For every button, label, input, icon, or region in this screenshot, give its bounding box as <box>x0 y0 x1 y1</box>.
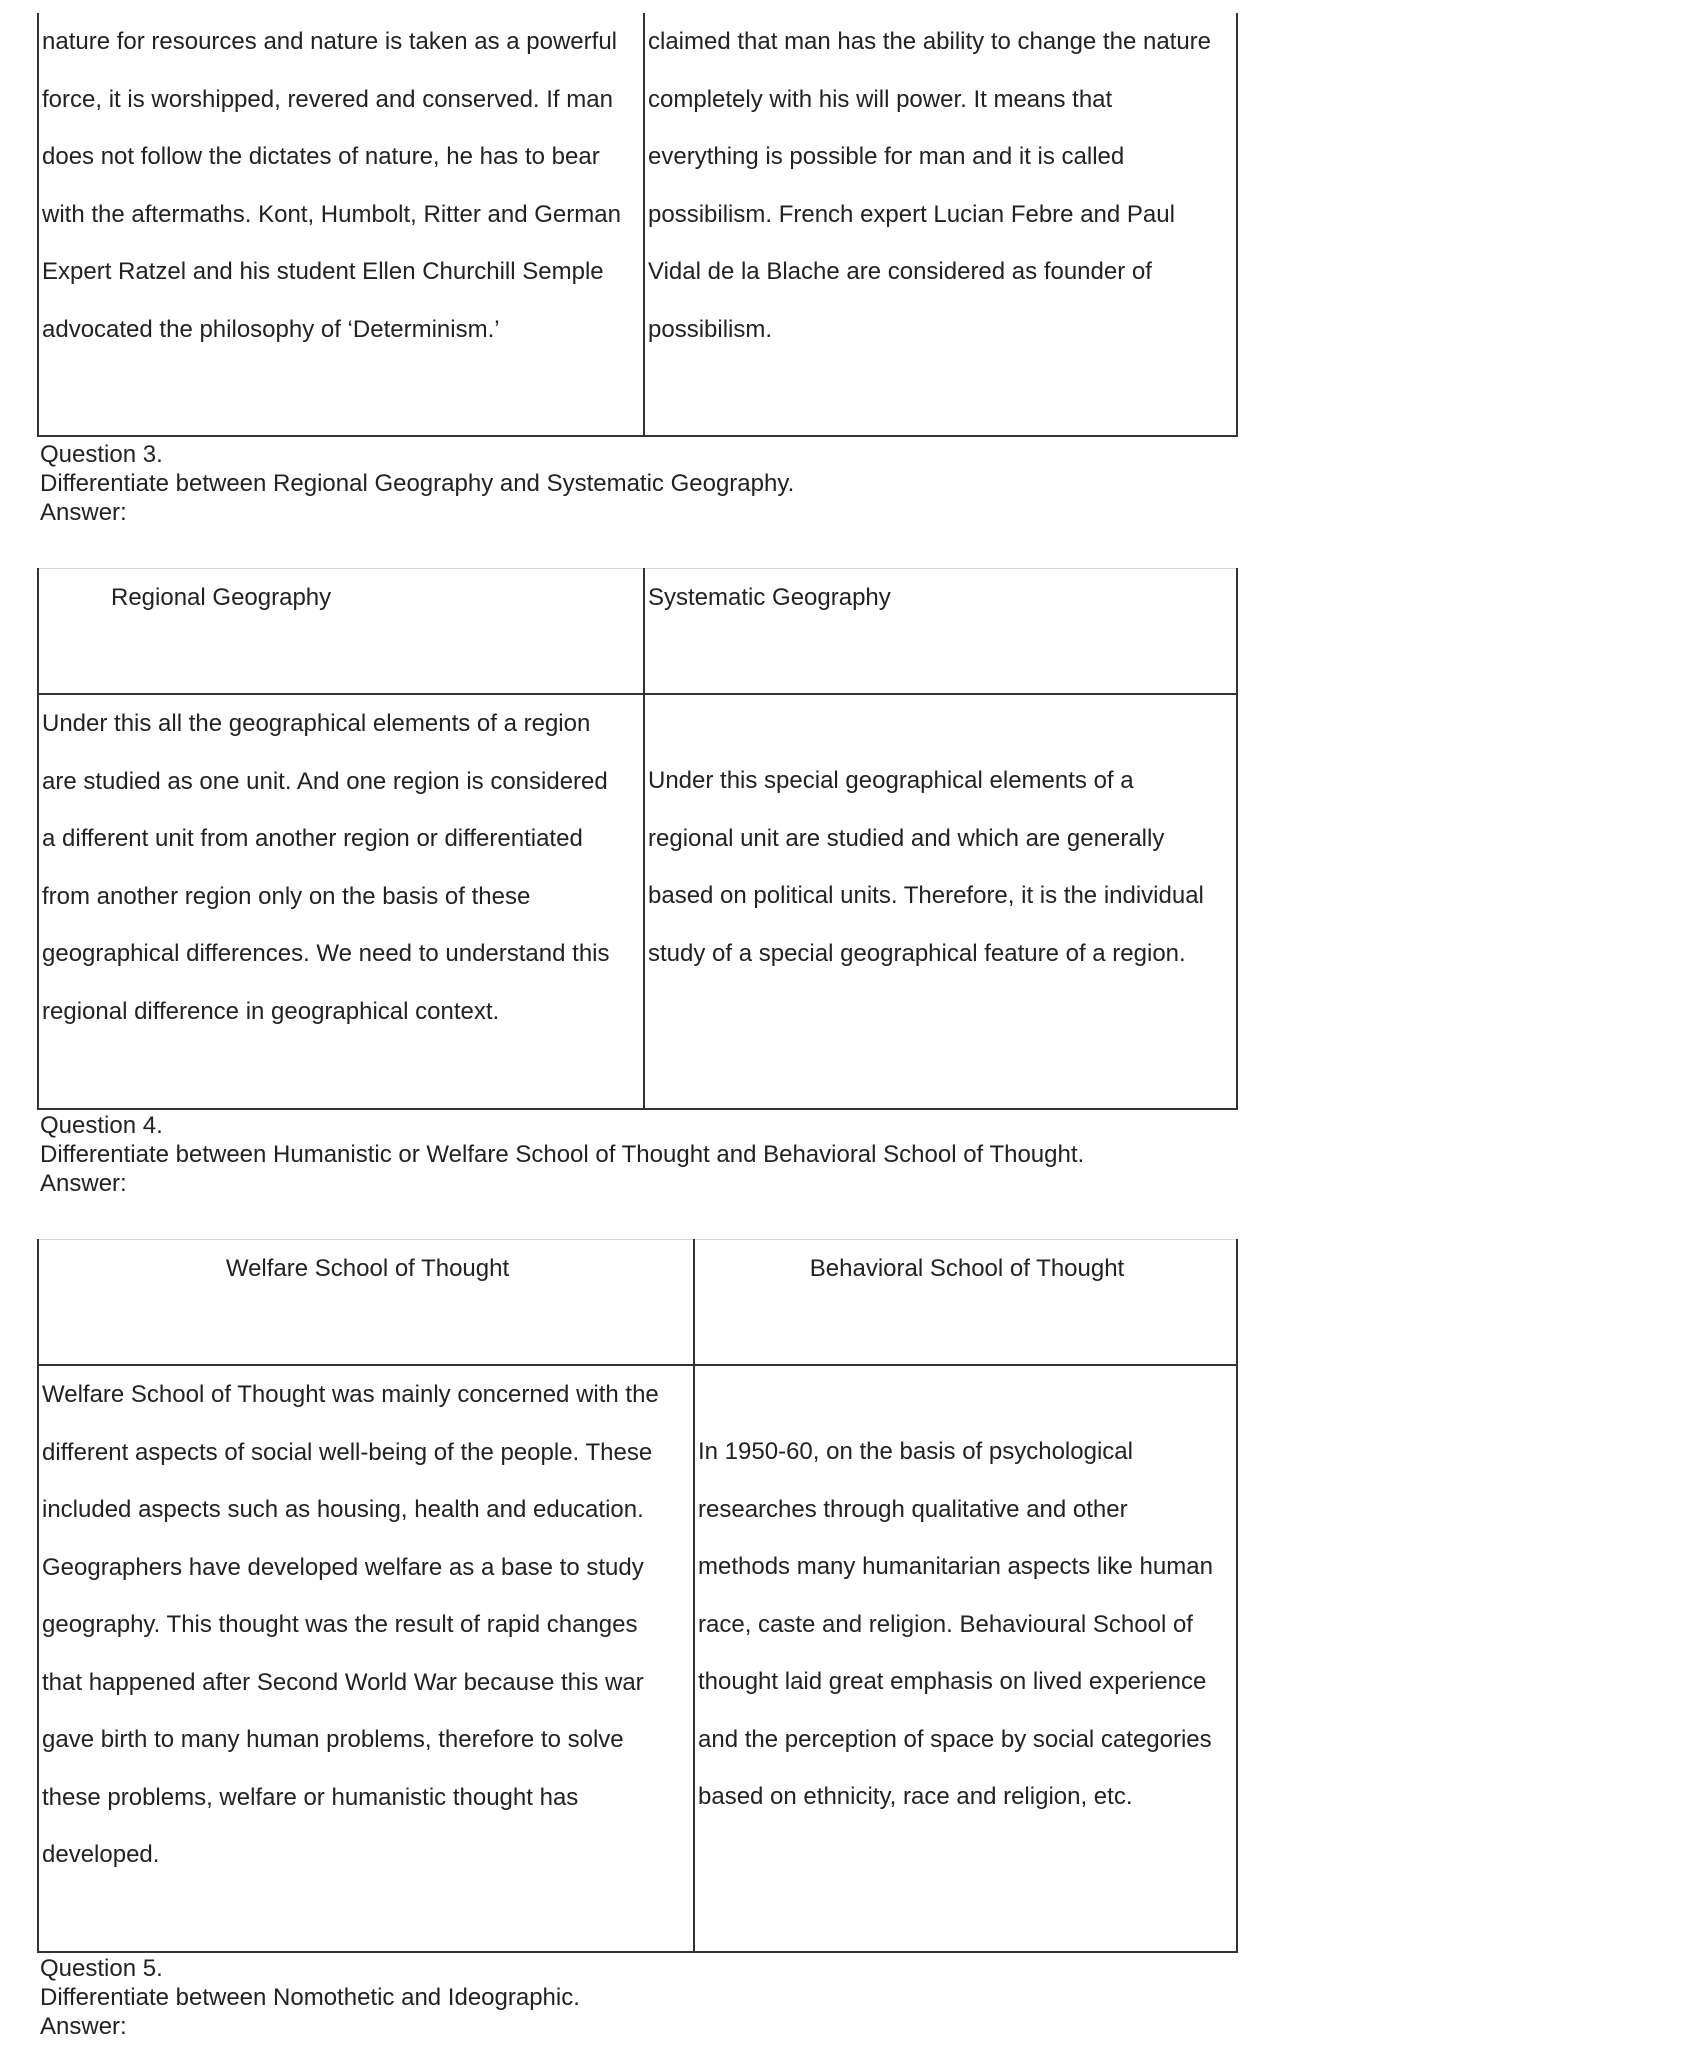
question-3-answer-label: Answer: <box>40 499 127 526</box>
determinism-cell <box>38 13 644 436</box>
determinism-text: nature for resources and nature is taken as a powerful force, it is worshipped, revered and conserved. If man does not follow the dictates of nature, he has to bear with the aftermaths. Kont, Humbolt, Ritter and German Expert Ratzel and his student Ellen Churchill Semple advocated the philosophy of ‘Determinism.’ <box>42 28 621 343</box>
question-3-number: Question 3. <box>40 441 163 468</box>
determinism-possibilism-table <box>37 13 1238 437</box>
header-behavioral-school: Behavioral School of Thought <box>694 1240 1237 1366</box>
header-welfare-school: Welfare School of Thought <box>38 1240 694 1366</box>
question-5-number: Question 5. <box>40 1955 163 1982</box>
header-systematic-geography: Systematic Geography <box>644 569 1237 695</box>
table-row <box>38 1365 1237 1952</box>
table-header-row <box>38 1240 1237 1366</box>
question-4-prompt: Differentiate between Humanistic or Welfare School of Thought and Behavioral School of Thought. <box>40 1141 1085 1168</box>
welfare-behavioral-table <box>37 1239 1238 1953</box>
welfare-school-text: Welfare School of Thought was mainly concerned with the different aspects of social well-being of the people. These included aspects such as housing, health and education. Geographers have developed welfare as a base to study geography. This thought was the result of rapid changes that happened after Second World War because this war gave birth to many human problems, therefore to solve these problems, welfare or humanistic thought has developed. <box>42 1381 659 1868</box>
table-header-row <box>38 569 1237 695</box>
possibilism-cell <box>644 13 1237 436</box>
welfare-school-cell <box>38 1365 694 1952</box>
question-3-prompt: Differentiate between Regional Geography and Systematic Geography. <box>40 470 795 497</box>
header-regional-geography: Regional Geography <box>38 569 644 695</box>
systematic-geography-cell <box>644 694 1237 1109</box>
regional-systematic-table <box>37 568 1238 1110</box>
question-5-prompt: Differentiate between Nomothetic and Ideographic. <box>40 1984 580 2011</box>
question-4-answer-label: Answer: <box>40 1170 127 1197</box>
question-5-answer-label: Answer: <box>40 2013 127 2040</box>
regional-geography-text: Under this all the geographical elements of a region are studied as one unit. And one region is considered a different unit from another region or differentiated from another region only on the basis of these geographical differences. We need to understand this regional difference in geographical context. <box>42 710 610 1025</box>
question-4-number: Question 4. <box>40 1112 163 1139</box>
behavioral-school-cell <box>694 1365 1237 1952</box>
regional-geography-cell <box>38 694 644 1109</box>
behavioral-school-text: In 1950-60, on the basis of psychological researches through qualitative and other methods many humanitarian aspects like human race, caste and religion. Behavioural School of thought laid great emphasis on lived experience and the perception of space by social categories based on ethnicity, race and religion, etc. <box>698 1438 1213 1810</box>
possibilism-text: claimed that man has the ability to change the nature completely with his will power. It means that everything is possible for man and it is called possibilism. French expert Lucian Febre and Paul Vidal de la Blache are considered as founder of possibilism. <box>648 28 1212 343</box>
table-row <box>38 13 1237 436</box>
table-row <box>38 694 1237 1109</box>
systematic-geography-text: Under this special geographical elements of a regional unit are studied and which are generally based on political units. Therefore, it is the individual study of a special geographical feature of a region. <box>648 767 1204 967</box>
